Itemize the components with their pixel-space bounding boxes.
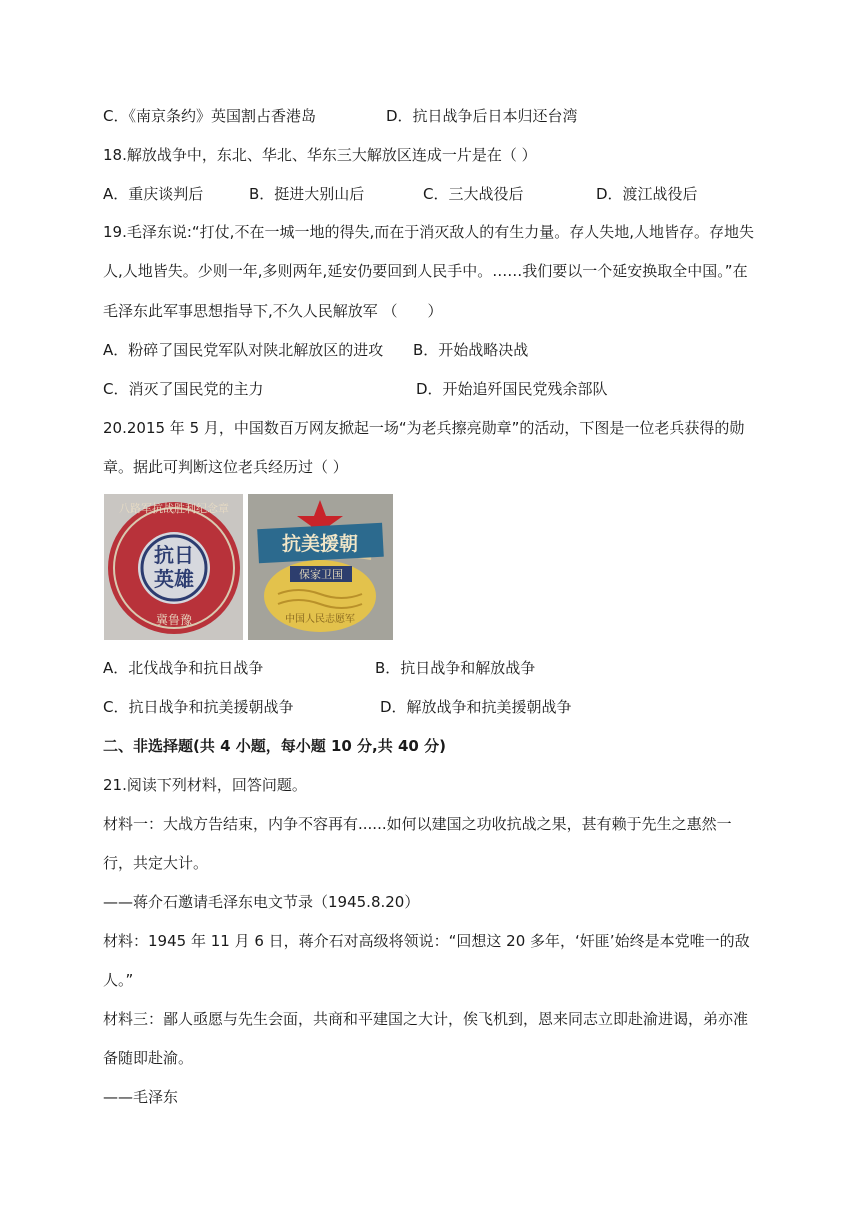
medal-2-sub-text: 保家卫国	[299, 568, 343, 581]
q21-material-2-line2: 人。”	[103, 971, 134, 989]
q20-option-b: B．抗日战争和解放战争	[375, 659, 536, 677]
q19-stem-line1: 19.毛泽东说:“打仗,不在一城一地的得失,而在于消灭敌人的有生力量。存人失地,人地皆存。存地失	[103, 223, 754, 241]
q17-option-c: C．《南京条约》英国割占香港岛	[103, 107, 316, 125]
medal-2-image	[248, 494, 393, 640]
q19-option-c: C．消灭了国民党的主力	[103, 380, 264, 398]
q20-stem-line1: 20.2015 年 5 月，中国数百万网友掀起一场“为老兵擦亮勋章”的活动，下图是一位老兵获得的勋	[103, 419, 745, 437]
q21-material-2-line1: 材料：1945 年 11 月 6 日，蒋介石对高级将领说：“回想这 20 多年，‘奸匪’始终是本党唯一的敌	[103, 932, 750, 950]
section-2-heading: 二、非选择题(共 4 小题，每小题 10 分,共 40 分)	[103, 737, 446, 755]
q19-stem-line2: 人,人地皆失。少则一年,多则两年,延安仍要回到人民手中。……我们要以一个延安换取全中国。”在	[103, 262, 748, 280]
q19-stem-line3: 毛泽东此军事思想指导下,不久人民解放军 （ ）	[103, 302, 443, 320]
q21-material-1-line1: 材料一：大战方告结束，内争不容再有......如何以建国之功收抗战之果，甚有赖于先生之惠然一	[103, 815, 732, 833]
medal-1-outer-text: 八路军抗战胜利纪念章	[119, 502, 229, 515]
q20-option-c: C．抗日战争和抗美援朝战争	[103, 698, 294, 716]
q21-stem: 21.阅读下列材料，回答问题。	[103, 776, 307, 794]
q17-option-d: D．抗日战争后日本归还台湾	[386, 107, 578, 125]
q21-material-3-line1: 材料三：鄙人亟愿与先生会面，共商和平建国之大计，俟飞机到，恩来同志立即赴渝进谒，弟亦准	[103, 1010, 749, 1028]
q18-option-d: D．渡江战役后	[596, 185, 698, 203]
medal-1-inner-text-1: 抗日	[154, 543, 194, 567]
q19-option-b: B．开始战略决战	[413, 341, 529, 359]
q18-option-c: C．三大战役后	[423, 185, 524, 203]
medal-1-inner-text-2: 英雄	[154, 567, 194, 591]
medal-1-bottom-text: 冀鲁豫	[155, 613, 193, 627]
q21-material-1-source: ——蒋介石邀请毛泽东电文节录（1945.8.20）	[103, 893, 420, 911]
q20-option-d: D．解放战争和抗美援朝战争	[380, 698, 572, 716]
q18-option-b: B．挺进大别山后	[249, 185, 365, 203]
q20-stem-line2: 章。据此可判断这位老兵经历过（ ）	[103, 458, 348, 476]
q20-option-a: A．北伐战争和抗日战争	[103, 659, 264, 677]
q19-option-a: A．粉碎了国民党军队对陕北解放区的进攻	[103, 341, 384, 359]
medal-1-image	[104, 494, 243, 640]
q21-material-3-line2: 备随即赴渝。	[103, 1049, 194, 1067]
medal-2-bottom-text: 中国人民志愿军	[285, 614, 355, 625]
q18-stem: 18.解放战争中，东北、华北、华东三大解放区连成一片是在（ ）	[103, 146, 537, 164]
q21-material-1-line2: 行，共定大计。	[103, 854, 209, 872]
medal-2-banner-text: 抗美援朝	[281, 533, 359, 555]
q19-option-d: D．开始追歼国民党残余部队	[416, 380, 608, 398]
q18-option-a: A．重庆谈判后	[103, 185, 204, 203]
q21-material-3-source: ——毛泽东	[103, 1088, 179, 1106]
